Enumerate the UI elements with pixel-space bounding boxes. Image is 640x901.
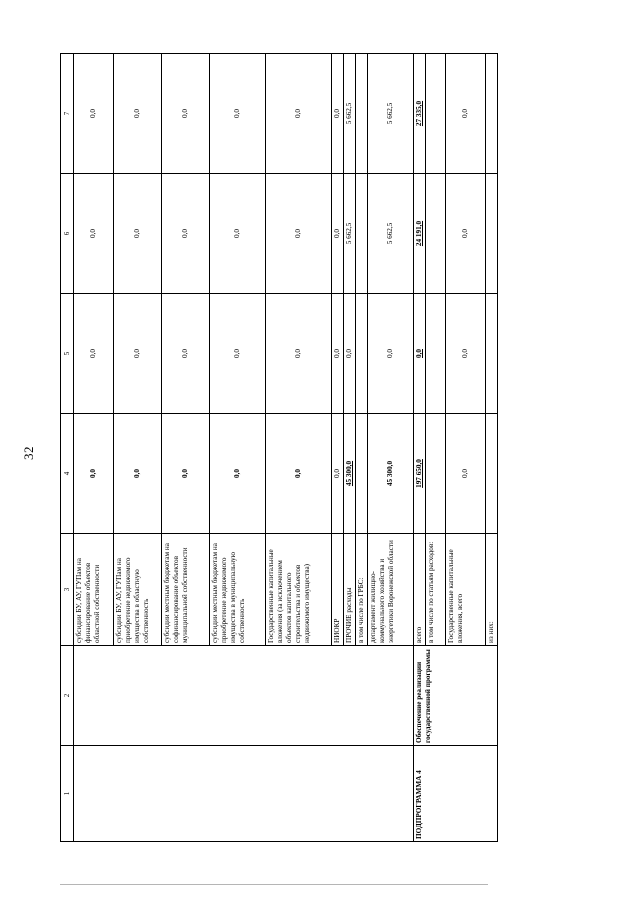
value-cell: 0,0	[332, 54, 344, 174]
subprogram-code: ПОДПРОГРАММА 4	[414, 746, 498, 842]
value-cell	[356, 294, 368, 414]
value-cell: 0,0	[210, 294, 266, 414]
row-label: субсидии местным бюджетам на софинансирование объектов муниципальной собственности	[162, 534, 210, 646]
blank-cell	[74, 746, 414, 842]
value-cell: 0,0	[446, 174, 486, 294]
page-bottom-rule	[60, 884, 488, 885]
value-cell: 0,0	[266, 414, 332, 534]
table-row	[74, 54, 114, 842]
value-cell: 0,0	[332, 414, 344, 534]
row-label: Государственные капитальные вложения (за исключением объектов капитального строительства и объектов недвижимого имущества)	[266, 534, 332, 646]
value-cell: 0,0	[210, 174, 266, 294]
row-label: из них:	[486, 534, 498, 646]
header-cell: 3	[61, 534, 74, 646]
value-cell: 5 662,5	[368, 174, 414, 294]
page-number: 32	[21, 446, 36, 460]
value-cell: 0,0	[162, 414, 210, 534]
value-cell: 0,0	[162, 54, 210, 174]
rotated-table-wrapper	[60, 54, 498, 842]
row-label: Государственные капитальные вложения, всего	[446, 534, 486, 646]
header-cell: 7	[61, 54, 74, 174]
value-cell: 5 662,5	[368, 54, 414, 174]
value-cell	[426, 294, 446, 414]
value-cell: 0,0	[446, 294, 486, 414]
row-label: ПРОЧИЕ расходы	[344, 534, 356, 646]
value-cell: 27 335,0	[414, 54, 426, 174]
value-cell	[486, 414, 498, 534]
header-cell: 5	[61, 294, 74, 414]
value-cell: 0,0	[266, 294, 332, 414]
value-cell	[356, 174, 368, 294]
row-label: субсидии местным бюджетам на приобретение недвижимого имущества в муниципальную собственность	[210, 534, 266, 646]
header-cell: 2	[61, 646, 74, 746]
subprogram-name: Обеспечение реализации государственной программы	[414, 646, 498, 746]
value-cell	[426, 54, 446, 174]
value-cell: 0,0	[344, 294, 356, 414]
value-cell	[486, 54, 498, 174]
value-cell: 0,0	[368, 294, 414, 414]
header-cell: 1	[61, 746, 74, 842]
value-cell: 0,0	[210, 54, 266, 174]
expenditure-table	[60, 53, 498, 842]
value-cell: 197 650,0	[414, 414, 426, 534]
value-cell: 0,0	[74, 414, 114, 534]
value-cell: 45 300,0	[368, 414, 414, 534]
value-cell: 0,0	[114, 54, 162, 174]
row-label: в том числе по статьям расходов:	[426, 534, 446, 646]
header-cell: 4	[61, 414, 74, 534]
value-cell: 24 191,0	[414, 174, 426, 294]
value-cell: 45 300,0	[344, 414, 356, 534]
value-cell: 0,0	[74, 294, 114, 414]
blank-cell	[74, 646, 414, 746]
value-cell: 0,0	[114, 414, 162, 534]
value-cell	[426, 174, 446, 294]
row-label: субсидии БУ, АУ, ГУПам на приобретение недвижимого имущества в областную собственность	[114, 534, 162, 646]
value-cell: 0,0	[332, 174, 344, 294]
value-cell: 0,0	[74, 174, 114, 294]
value-cell: 0,0	[114, 294, 162, 414]
value-cell: 0,0	[446, 414, 486, 534]
row-label: НИОКР	[332, 534, 344, 646]
value-cell: 0,0	[332, 294, 344, 414]
table-row	[414, 54, 426, 842]
row-label: всего	[414, 534, 426, 646]
row-label: департамент жилищно-коммунального хозяйства и энергетики Воронежской области	[368, 534, 414, 646]
value-cell	[486, 174, 498, 294]
row-label: в том числе по ГРБС:	[356, 534, 368, 646]
header-row	[61, 54, 74, 842]
value-cell: 0,0	[114, 174, 162, 294]
value-cell: 5 662,5	[344, 174, 356, 294]
value-cell: 0,0	[266, 54, 332, 174]
value-cell	[426, 414, 446, 534]
value-cell: 0,0	[414, 294, 426, 414]
value-cell: 0,0	[74, 54, 114, 174]
value-cell	[356, 414, 368, 534]
value-cell	[356, 54, 368, 174]
value-cell: 0,0	[162, 174, 210, 294]
row-label: субсидии БУ, АУ, ГУПам на финансирование объектов областной собственности	[74, 534, 114, 646]
value-cell: 0,0	[446, 54, 486, 174]
value-cell: 0,0	[266, 174, 332, 294]
value-cell: 0,0	[162, 294, 210, 414]
value-cell: 0,0	[210, 414, 266, 534]
value-cell	[486, 294, 498, 414]
value-cell: 5 662,5	[344, 54, 356, 174]
header-cell: 6	[61, 174, 74, 294]
